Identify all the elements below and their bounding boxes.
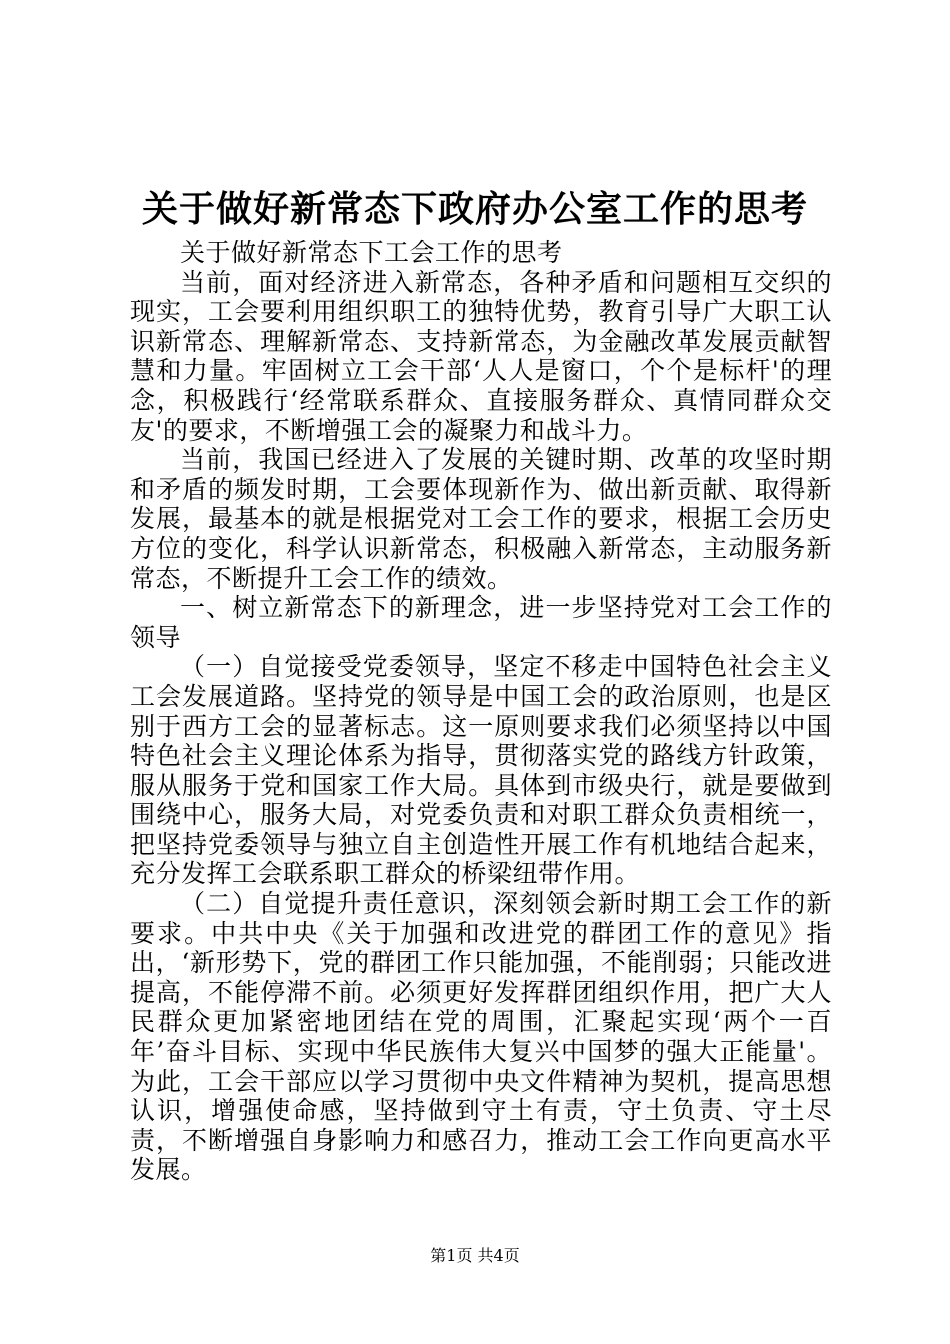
subtitle-paragraph: 关于做好新常态下工会工作的思考 xyxy=(180,238,563,267)
body-paragraph: 当前，面对经济进入新常态，各种矛盾和问题相互交织的现实，工会要利用组织职工的独特优势，教育引导广大职工认识新常态、理解新常态、支持新常态，为金融改革发展贡献智慧和力量。牢固树立工会干部‘人人是窗口，个个是标杆'的理念，积极践行‘经常联系群众、直接服务群众、真情同群众交友'的要求，不断增强工会的凝聚力和战斗力。 xyxy=(130,267,832,445)
page-number-footer: 第1页 共4页 xyxy=(430,1246,520,1265)
body-paragraph: （一）自觉接受党委领导，坚定不移走中国特色社会主义工会发展道路。坚持党的领导是中国工会的政治原则，也是区别于西方工会的显著标志。这一原则要求我们必须坚持以中国特色社会主义理论体系为指导，贯彻落实党的路线方针政策，服从服务于党和国家工作大局。具体到市级央行，就是要做到围绕中心，服务大局，对党委负责和对职工群众负责相统一，把坚持党委领导与独立自主创造性开展工作有机地结合起来，充分发挥工会联系职工群众的桥梁纽带作用。 xyxy=(130,652,832,889)
document-body xyxy=(130,238,832,1185)
document-title: 关于做好新常态下政府办公室工作的思考 xyxy=(141,188,808,230)
section-heading: 一、树立新常态下的新理念，进一步坚持党对工会工作的领导 xyxy=(130,593,832,652)
body-paragraph: 当前，我国已经进入了发展的关键时期、改革的攻坚时期和矛盾的频发时期，工会要体现新作为、做出新贡献、取得新发展，最基本的就是根据党对工会工作的要求，根据工会历史方位的变化，科学认识新常态，积极融入新常态，主动服务新常态，不断提升工会工作的绩效。 xyxy=(130,445,832,593)
body-paragraph: （二）自觉提升责任意识，深刻领会新时期工会工作的新要求。中共中央《关于加强和改进党的群团工作的意见》指出，‘新形势下，党的群团工作只能加强，不能削弱；只能改进提高，不能停滞不前。必须更好发挥群团组织作用，把广大人民群众更加紧密地团结在党的周围，汇聚起实现‘两个一百年’奋斗目标、实现中华民族伟大复兴中国梦的强大正能量'。为此，工会干部应以学习贯彻中央文件精神为契机，提高思想认识，增强使命感，坚持做到守土有责，守土负责、守土尽责，不断增强自身影响力和感召力，推动工会工作向更高水平发展。 xyxy=(130,889,832,1185)
